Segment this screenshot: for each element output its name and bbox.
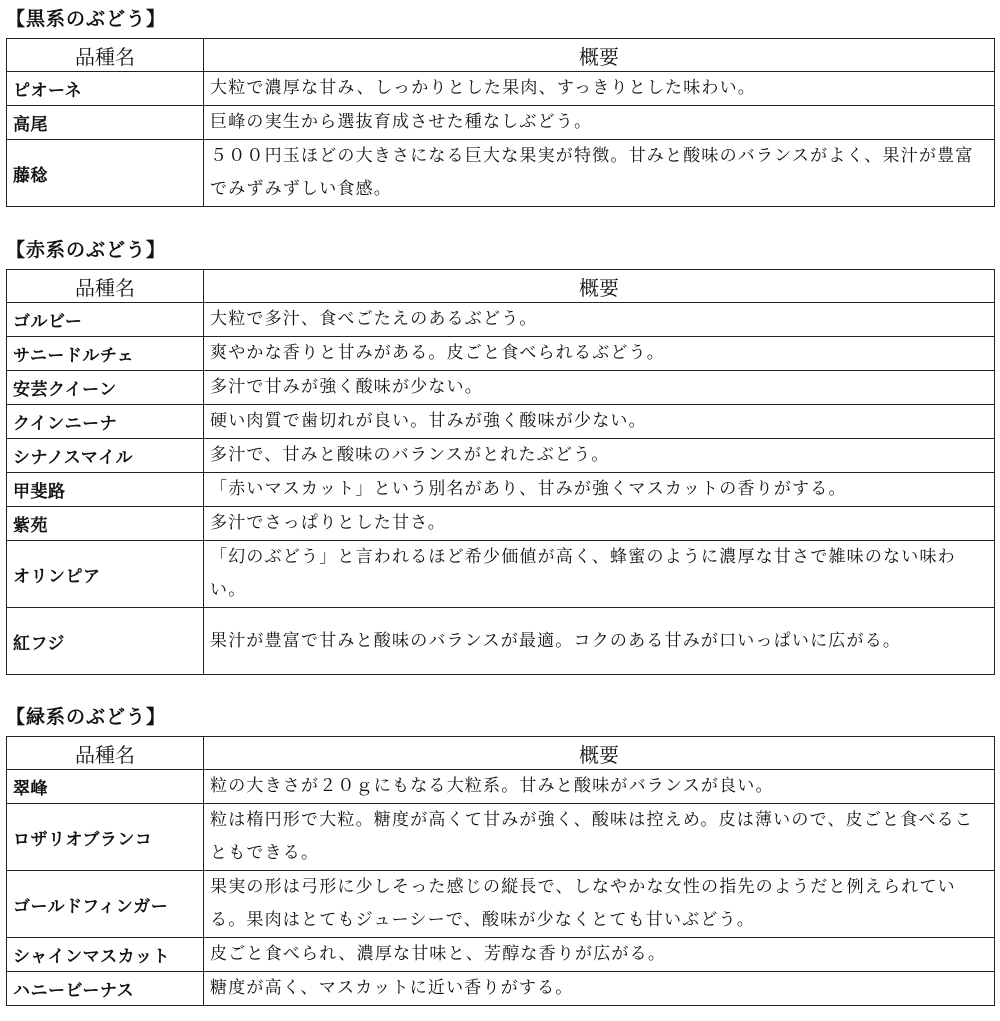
table-row	[7, 938, 995, 972]
variety-desc: ５００円玉ほどの大きさになる巨大な果実が特徴。甘みと酸味のバランスがよく、果汁が豊富でみずみずしい食感。	[204, 140, 995, 207]
variety-name: シナノスマイル	[7, 439, 204, 473]
table-row	[7, 608, 995, 675]
variety-name: シャインマスカット	[7, 938, 204, 972]
table-row	[7, 972, 995, 1006]
variety-name: ゴールドフィンガー	[7, 871, 204, 938]
variety-desc: 大粒で濃厚な甘み、しっかりとした果肉、すっきりとした味わい。	[204, 72, 995, 106]
section-title: 【緑系のぶどう】	[6, 706, 167, 728]
variety-name: ゴルビー	[7, 303, 204, 337]
variety-name: 安芸クイーン	[7, 371, 204, 405]
variety-desc: 多汁で、甘みと酸味のバランスがとれたぶどう。	[204, 439, 995, 473]
variety-desc: 果汁が豊富で甘みと酸味のバランスが最適。コクのある甘みが口いっぱいに広がる。	[204, 608, 995, 675]
table-row	[7, 371, 995, 405]
column-header-desc: 概要	[204, 39, 995, 72]
variety-desc: 大粒で多汁、食べごたえのあるぶどう。	[204, 303, 995, 337]
section-title: 【黒系のぶどう】	[6, 8, 167, 30]
variety-desc: 巨峰の実生から選抜育成させた種なしぶどう。	[204, 106, 995, 140]
variety-name: 紫苑	[7, 507, 204, 541]
variety-desc: 糖度が高く、マスカットに近い香りがする。	[204, 972, 995, 1006]
table-row	[7, 337, 995, 371]
table-row	[7, 770, 995, 804]
table-row	[7, 303, 995, 337]
table-row	[7, 439, 995, 473]
variety-desc: 果実の形は弓形に少しそった感じの縦長で、しなやかな女性の指先のようだと例えられている。果肉はとてもジューシーで、酸味が少なくとても甘いぶどう。	[204, 871, 995, 938]
variety-name: クインニーナ	[7, 405, 204, 439]
variety-name: 高尾	[7, 106, 204, 140]
table-header-row	[7, 737, 995, 770]
table-row	[7, 804, 995, 871]
variety-desc: 「幻のぶどう」と言われるほど希少価値が高く、蜂蜜のように濃厚な甘さで雑味のない味わい。	[204, 541, 995, 608]
variety-desc: 爽やかな香りと甘みがある。皮ごと食べられるぶどう。	[204, 337, 995, 371]
column-header-desc: 概要	[204, 270, 995, 303]
variety-desc: 多汁でさっぱりとした甘さ。	[204, 507, 995, 541]
variety-desc: 硬い肉質で歯切れが良い。甘みが強く酸味が少ない。	[204, 405, 995, 439]
variety-table	[6, 269, 995, 675]
column-header-name: 品種名	[7, 39, 204, 72]
variety-name: 甲斐路	[7, 473, 204, 507]
table-row	[7, 405, 995, 439]
table-row	[7, 473, 995, 507]
table-row	[7, 541, 995, 608]
table-row	[7, 106, 995, 140]
variety-table	[6, 736, 995, 1006]
variety-name: ピオーネ	[7, 72, 204, 106]
variety-name: ハニービーナス	[7, 972, 204, 1006]
table-header-row	[7, 270, 995, 303]
table-header-row	[7, 39, 995, 72]
table-row	[7, 507, 995, 541]
variety-desc: 粒の大きさが２０ｇにもなる大粒系。甘みと酸味がバランスが良い。	[204, 770, 995, 804]
variety-desc: 「赤いマスカット」という別名があり、甘みが強くマスカットの香りがする。	[204, 473, 995, 507]
section-title: 【赤系のぶどう】	[6, 239, 167, 261]
variety-name: 藤稔	[7, 140, 204, 207]
variety-desc: 多汁で甘みが強く酸味が少ない。	[204, 371, 995, 405]
variety-desc: 粒は楕円形で大粒。糖度が高くて甘みが強く、酸味は控えめ。皮は薄いので、皮ごと食べることもできる。	[204, 804, 995, 871]
column-header-name: 品種名	[7, 270, 204, 303]
variety-desc: 皮ごと食べられ、濃厚な甘味と、芳醇な香りが広がる。	[204, 938, 995, 972]
table-row	[7, 140, 995, 207]
column-header-name: 品種名	[7, 737, 204, 770]
table-row	[7, 871, 995, 938]
table-row	[7, 72, 995, 106]
variety-table	[6, 38, 995, 207]
variety-name: 紅フジ	[7, 608, 204, 675]
column-header-desc: 概要	[204, 737, 995, 770]
variety-name: オリンピア	[7, 541, 204, 608]
variety-name: 翠峰	[7, 770, 204, 804]
variety-name: サニードルチェ	[7, 337, 204, 371]
variety-name: ロザリオブランコ	[7, 804, 204, 871]
